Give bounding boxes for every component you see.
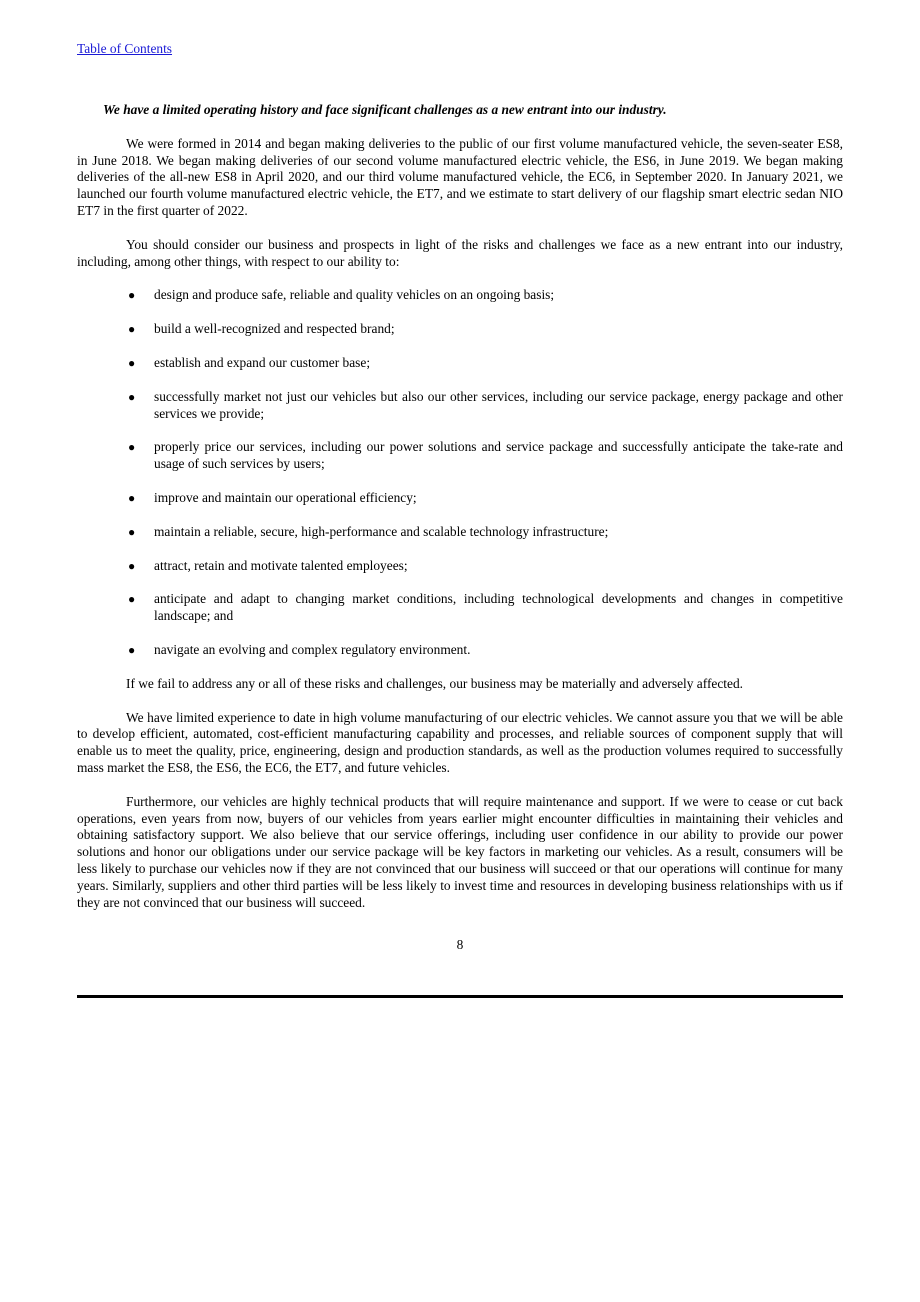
bullet-icon: ● (128, 440, 136, 455)
list-item (77, 321, 843, 338)
bullet-icon: ● (128, 322, 136, 337)
paragraph: Furthermore, our vehicles are highly technical products that will require maintenance and support. If we were to cease or cut back operations, even years from now, buyers of our vehicles from years earlier might encounter difficulties in maintaining their vehicles and obtaining satisfactory support. We also believe that our service offerings, including user confidence in our ability to provide our power solutions and honor our obligations under our service package will be key factors in marketing our vehicles. As a result, consumers will be less likely to purchase our vehicles now if they are not convinced that our business will succeed or that our operations will continue for many years. Similarly, suppliers and other third parties will be less likely to invest time and resources in developing business relationships with us if they are not convinced that our business will succeed. (77, 793, 843, 910)
list-item (77, 439, 843, 473)
list-item (77, 591, 843, 625)
list-item (77, 355, 843, 372)
paragraph: We were formed in 2014 and began making deliveries to the public of our first volume manufactured vehicle, the seven-seater ES8, in June 2018. We began making deliveries of our second volume manufactured electric vehicle, the ES6, in June 2019. We began making deliveries of the all-new ES8 in April 2020, and our third volume manufactured vehicle, the EC6, in September 2020. In January 2021, we launched our fourth volume manufactured electric vehicle, the ET7, and we estimate to start delivery of our flagship smart electric sedan NIO ET7 in the first quarter of 2022. (77, 135, 843, 218)
list-item-text: improve and maintain our operational efficiency; (154, 489, 417, 505)
bullet-icon: ● (128, 592, 136, 607)
list-item (77, 490, 843, 507)
bullet-icon: ● (128, 355, 136, 370)
paragraph: We have limited experience to date in high volume manufacturing of our electric vehicles. We cannot assure you that we will be able to develop efficient, automated, cost-efficient manufacturing capability and processes, and reliable sources of component supply that will enable us to meet the quality, price, engineering, design and production standards, as well as the production volumes required to successfully mass market the ES8, the ES6, the EC6, the ET7, and future vehicles. (77, 709, 843, 775)
list-item-text: establish and expand our customer base; (154, 354, 371, 370)
list-item-text: successfully market not just our vehicles but also our other services, including our service package, energy package and other services we provide; (154, 388, 843, 421)
list-item (77, 642, 843, 659)
list-item-text: build a well-recognized and respected brand; (154, 321, 395, 337)
list-item-text: navigate an evolving and complex regulatory environment. (154, 641, 471, 657)
list-item (77, 389, 843, 423)
paragraph: You should consider our business and prospects in light of the risks and challenges we face as a new entrant into our industry, including, among other things, with respect to our ability to: (77, 236, 843, 269)
list-item (77, 524, 843, 541)
list-item-text: anticipate and adapt to changing market conditions, including technological developments and changes in competitive landscape; and (154, 591, 843, 624)
ability-list (77, 287, 843, 658)
list-item-text: properly price our services, including our power solutions and service package and successfully anticipate the take-rate and usage of such services by users; (154, 439, 843, 472)
bullet-icon: ● (128, 642, 136, 657)
bullet-icon: ● (128, 524, 136, 539)
list-item-text: maintain a reliable, secure, high-performance and scalable technology infrastructure; (154, 523, 609, 539)
bullet-icon: ● (128, 558, 136, 573)
section-heading: We have a limited operating history and face significant challenges as a new entrant into our industry. (103, 102, 667, 117)
risk-factor-section (77, 102, 843, 928)
bullet-icon: ● (128, 389, 136, 404)
list-item (77, 558, 843, 575)
bullet-icon: ● (128, 490, 136, 505)
page-number: 8 (456, 937, 464, 952)
list-item-text: design and produce safe, reliable and quality vehicles on an ongoing basis; (154, 287, 555, 303)
page-divider (77, 995, 843, 998)
list-item-text: attract, retain and motivate talented employees; (154, 557, 408, 573)
paragraph: If we fail to address any or all of these risks and challenges, our business may be materially and adversely affected. (126, 675, 743, 691)
table-of-contents-link[interactable]: Table of Contents (77, 41, 173, 56)
bullet-icon: ● (128, 288, 136, 303)
list-item (77, 287, 843, 304)
